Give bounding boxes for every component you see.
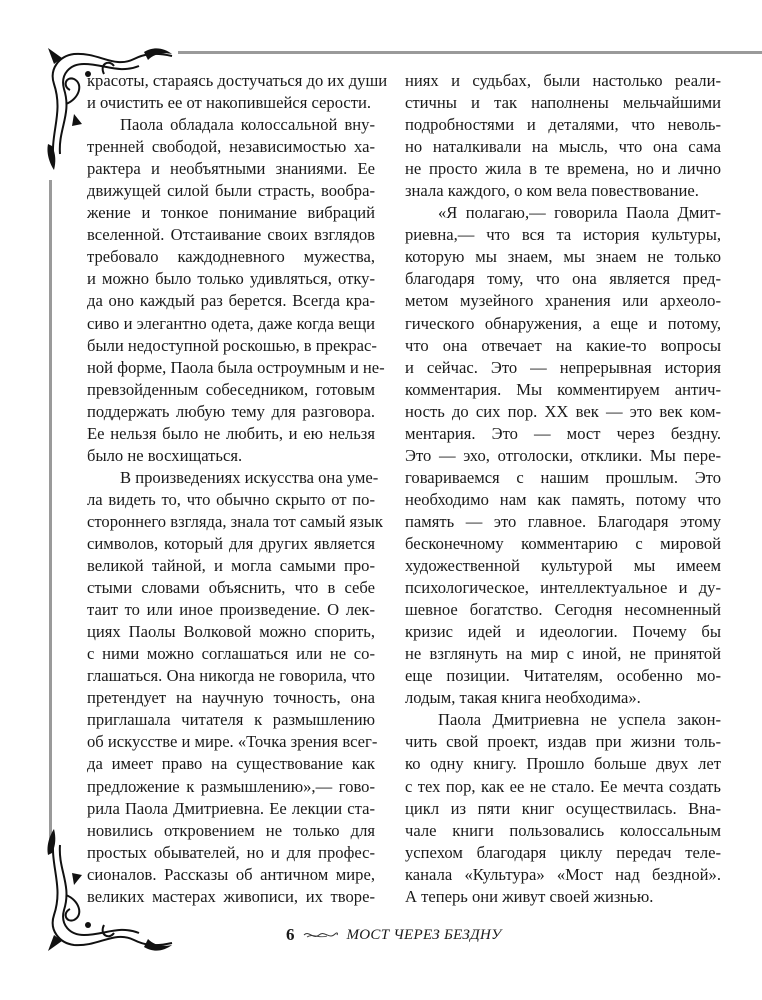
- text-line: бесконечному комментарию с мировой: [405, 533, 721, 553]
- text-line: были недоступной роскошью, в прекрас-: [87, 335, 377, 355]
- text-line: А теперь они живут своей жизнью.: [405, 886, 654, 906]
- text-line: стичны и так наполнены мельчайшими: [405, 93, 721, 113]
- text-line: с тех пор, как ее не стало. Ее мечта создать: [405, 776, 721, 796]
- text-line: символов, который для других является: [87, 533, 375, 553]
- text-line: Паола обладала колоссальной вну-: [120, 115, 375, 135]
- text-line: рила Паола Дмитриевна. Ее лекции ста-: [87, 798, 375, 818]
- text-line: и очистить ее от накопившейся серости.: [87, 93, 372, 113]
- text-line: глашаться. Она никогда не говорила, что: [87, 666, 375, 686]
- running-title: МОСТ ЧЕРЕЗ БЕЗДНУ: [346, 926, 502, 943]
- right-text-column: [405, 70, 721, 908]
- text-line: было не восхищаться.: [87, 445, 243, 465]
- text-line: стороннего взгляда, знала тот самый язык: [87, 511, 383, 531]
- text-line: простых обывателей, но и для профес-: [87, 842, 375, 862]
- left-text-column: [87, 70, 388, 908]
- text-line: ниях и судьбах, были настолько реали-: [405, 71, 721, 90]
- text-line: сиво и элегантно одета, даже когда вещи: [87, 313, 375, 333]
- text-line: лодым, такая книга необходима».: [405, 688, 641, 708]
- text-line: да имеет право на существование как: [87, 754, 375, 774]
- text-line: и сейчас. Это — непрерывная история: [405, 357, 721, 377]
- text-line: ность до сих пор. XX век — это век ком-: [405, 401, 721, 421]
- text-line: сионалов. Рассказы об античном мире,: [87, 864, 375, 884]
- text-line: метом музейного хранения или археоло-: [405, 291, 721, 311]
- text-line: память — это главное. Благодаря этому: [405, 511, 721, 531]
- text-line: с ними можно соглашаться или не со-: [87, 644, 375, 664]
- text-line: риевна,— что вся та история культуры,: [405, 225, 721, 245]
- text-line: великой тайной, и могла самыми про-: [87, 556, 375, 576]
- text-line: приглашала читателя к размышлению: [87, 710, 375, 730]
- text-line: предложение к размышлению»,— гово-: [87, 776, 375, 796]
- text-line: новились откровением не только для: [87, 820, 375, 840]
- text-line: благодаря тому, что она является пред-: [405, 269, 721, 289]
- text-line: превзойденным собеседником, готовым: [87, 379, 375, 399]
- text-line: рактера и необъятными знаниями. Ее: [87, 159, 375, 179]
- text-line: «Я полагаю,— говорила Паола Дмит-: [438, 203, 721, 223]
- page-number: 6: [286, 925, 295, 944]
- text-line: говариваемся с нашим прошлым. Это: [405, 467, 721, 487]
- text-line: стыми словами объяснить, что в себе: [87, 578, 375, 598]
- text-line: В произведениях искусства она уме-: [120, 467, 379, 487]
- text-line: шевное богатство. Сегодня несомненный: [405, 600, 721, 620]
- text-line: движущей силой были страсть, вообра-: [87, 181, 375, 201]
- text-line: Это — эхо, отголоски, отклики. Мы пере-: [405, 445, 721, 465]
- text-line: подробностями и деталями, что неволь-: [405, 115, 721, 135]
- text-line: которую мы знаем, мы знаем не только: [405, 247, 721, 267]
- text-line: необходимо нам как память, потому что: [405, 489, 721, 509]
- text-line: красоты, стараясь достучаться до их души: [87, 71, 388, 90]
- text-line: Ее нельзя было не любить, и ею нельзя: [87, 423, 375, 443]
- swirl-ornament-icon: [303, 929, 339, 941]
- text-line: Паола Дмитриевна не успела закон-: [438, 710, 721, 730]
- text-line: таит то или иное произведение. О лек-: [87, 600, 375, 620]
- text-line: не просто жила в те времена, но и лично: [405, 159, 721, 179]
- text-line: жение и тонкое понимание вибраций: [87, 203, 375, 223]
- text-line: тренней свободой, независимостью ха-: [87, 137, 375, 157]
- page-footer: [286, 925, 502, 945]
- text-line: ментария. Это — мост через бездну.: [405, 423, 721, 443]
- text-line: чить свой проект, издав при жизни толь-: [405, 732, 721, 752]
- text-line: цикл из пяти книг осуществилась. Вна-: [405, 798, 721, 818]
- text-line: что она отвечает на какие-то вопросы: [405, 335, 721, 355]
- text-line: знала каждого, о ком вела повествование.: [405, 181, 699, 201]
- text-line: не взглянуть на мир с иной, не принятой: [405, 644, 721, 664]
- text-line: претендует на научную точность, она: [87, 688, 375, 708]
- text-line: ла видеть то, что обычно скрыто от по-: [87, 489, 375, 509]
- text-line: художественной культурой мы имеем: [405, 556, 721, 576]
- text-line: да оно каждый раз берется. Всегда кра-: [87, 291, 375, 311]
- text-line: психологическое, интеллектуальное и ду-: [405, 578, 721, 598]
- text-line: еще позиции. Читателям, особенно мо-: [405, 666, 721, 686]
- text-line: комментария. Мы комментируем антич-: [405, 379, 721, 399]
- text-line: поддержать любую тему для разговора.: [87, 401, 375, 421]
- text-line: чале книги пользовались колоссальным: [405, 820, 721, 840]
- text-line: циях Паолы Волковой можно спорить,: [87, 622, 375, 642]
- text-line: успехом благодаря циклу передач теле-: [405, 842, 721, 862]
- text-line: об искусстве и мире. «Точка зрения всег-: [87, 732, 378, 752]
- text-line: вселенной. Отстаивание своих взглядов: [87, 225, 375, 245]
- text-line: кризис идей и идеологии. Почему бы: [405, 622, 721, 642]
- text-line: ной форме, Паола была остроумным и не-: [87, 357, 385, 377]
- top-rule: [178, 51, 762, 54]
- left-rule: [49, 180, 52, 840]
- text-line: канала «Культура» «Мост над бездной».: [405, 864, 721, 884]
- text-line: требовало каждодневного мужества,: [87, 247, 375, 267]
- text-line: и можно было только удивляться, отку-: [87, 269, 375, 289]
- text-line: но наталкивали на мысль, что она сама: [405, 137, 721, 157]
- text-line: великих мастерах живописи, их творе-: [87, 886, 375, 906]
- text-line: ко одну книгу. Прошло больше двух лет: [405, 754, 721, 774]
- text-line: гического обнаружения, а еще и потому,: [405, 313, 721, 333]
